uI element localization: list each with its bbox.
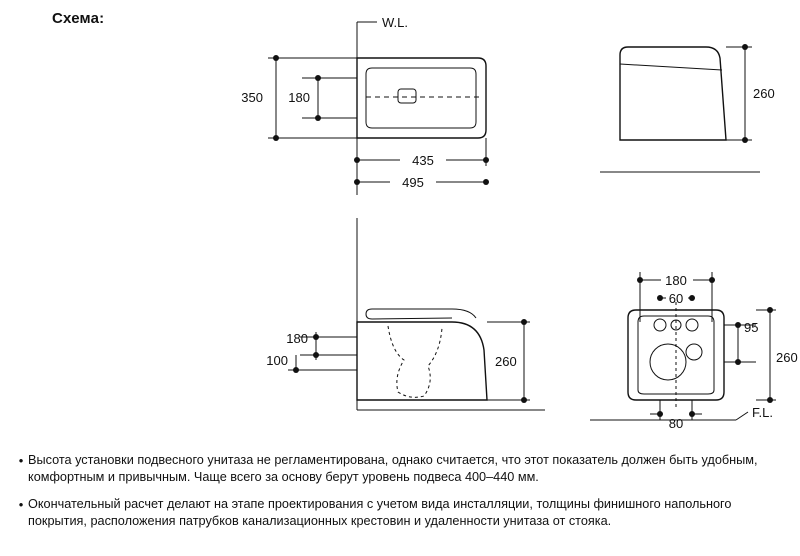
dim-dot-435-right (483, 157, 489, 163)
toilet-side-outline (620, 47, 726, 140)
wl-label: W.L. (382, 15, 409, 30)
dim-dot-60-right (689, 295, 695, 301)
dim-dot-180-section-bottom (313, 352, 319, 358)
toilet-section-seat (372, 309, 476, 318)
toilet-section-outline (357, 322, 487, 400)
dim-dot-350-bottom (273, 135, 279, 141)
toilet-plan-outline (357, 58, 486, 138)
dim-260-front-label: 260 (776, 350, 798, 365)
dim-dot-495-right (483, 179, 489, 185)
dim-180-top-label: 180 (288, 90, 310, 105)
dim-dot-180-section-top (313, 334, 319, 340)
page-title: Схема: (52, 10, 105, 27)
dim-dot-60-left (657, 295, 663, 301)
dim-dot-180-bottom (315, 115, 321, 121)
dim-dot-180-front-right (709, 277, 715, 283)
dim-260-side-label: 260 (753, 86, 775, 101)
dim-dot-80-left (657, 411, 663, 417)
dim-dot-95-bottom (735, 359, 741, 365)
dim-dot-260-section-top (521, 319, 527, 325)
dim-80-label: 80 (668, 416, 684, 431)
notes-list (0, 452, 800, 540)
dim-435-label: 435 (412, 153, 434, 168)
bullet-icon: • (18, 497, 24, 512)
dim-60-label: 60 (668, 291, 684, 306)
fl-leader (736, 412, 748, 420)
note-text: Высота установки подвесного унитаза не регламентирована, однако считается, что этот показатель должен быть удобным, комфортным и привычным. Чаще всего за основу берут уровень подвеса 400–440 мм. (28, 453, 758, 484)
dim-260-section-label: 260 (495, 354, 517, 369)
dim-100-section-label: 100 (266, 353, 288, 368)
dim-350-label: 350 (241, 90, 263, 105)
dim-dot-435-left (354, 157, 360, 163)
dim-dot-260-side-top (742, 44, 748, 50)
list-item (0, 496, 800, 530)
dim-dot-260-front-top (767, 307, 773, 313)
dim-dot-95-top (735, 322, 741, 328)
dim-495-label: 495 (402, 175, 424, 190)
dim-dot-180-top (315, 75, 321, 81)
note-text: Окончательный расчет делают на этапе проектирования с учетом вида инсталляции, толщины финишного напольного покрытия, расположения патрубков канализационных крестовин и удаленности унитаза от стояка. (28, 497, 732, 528)
dim-180-section-label: 180 (286, 331, 308, 346)
dim-dot-260-side-bottom (742, 137, 748, 143)
dim-dot-180-front-left (637, 277, 643, 283)
dim-dot-100-section (293, 367, 299, 373)
dim-dot-260-section-bottom (521, 397, 527, 403)
dim-dot-80-right (689, 411, 695, 417)
list-item (0, 452, 800, 486)
dim-95-label: 95 (744, 320, 759, 335)
dim-dot-350-top (273, 55, 279, 61)
fl-label: F.L. (752, 405, 773, 420)
dim-dot-260-front-bottom (767, 397, 773, 403)
toilet-section-seat-edge (366, 309, 452, 319)
dim-dot-495-left (354, 179, 360, 185)
bullet-icon: • (18, 453, 24, 468)
dim-180-front-label: 180 (665, 273, 687, 288)
